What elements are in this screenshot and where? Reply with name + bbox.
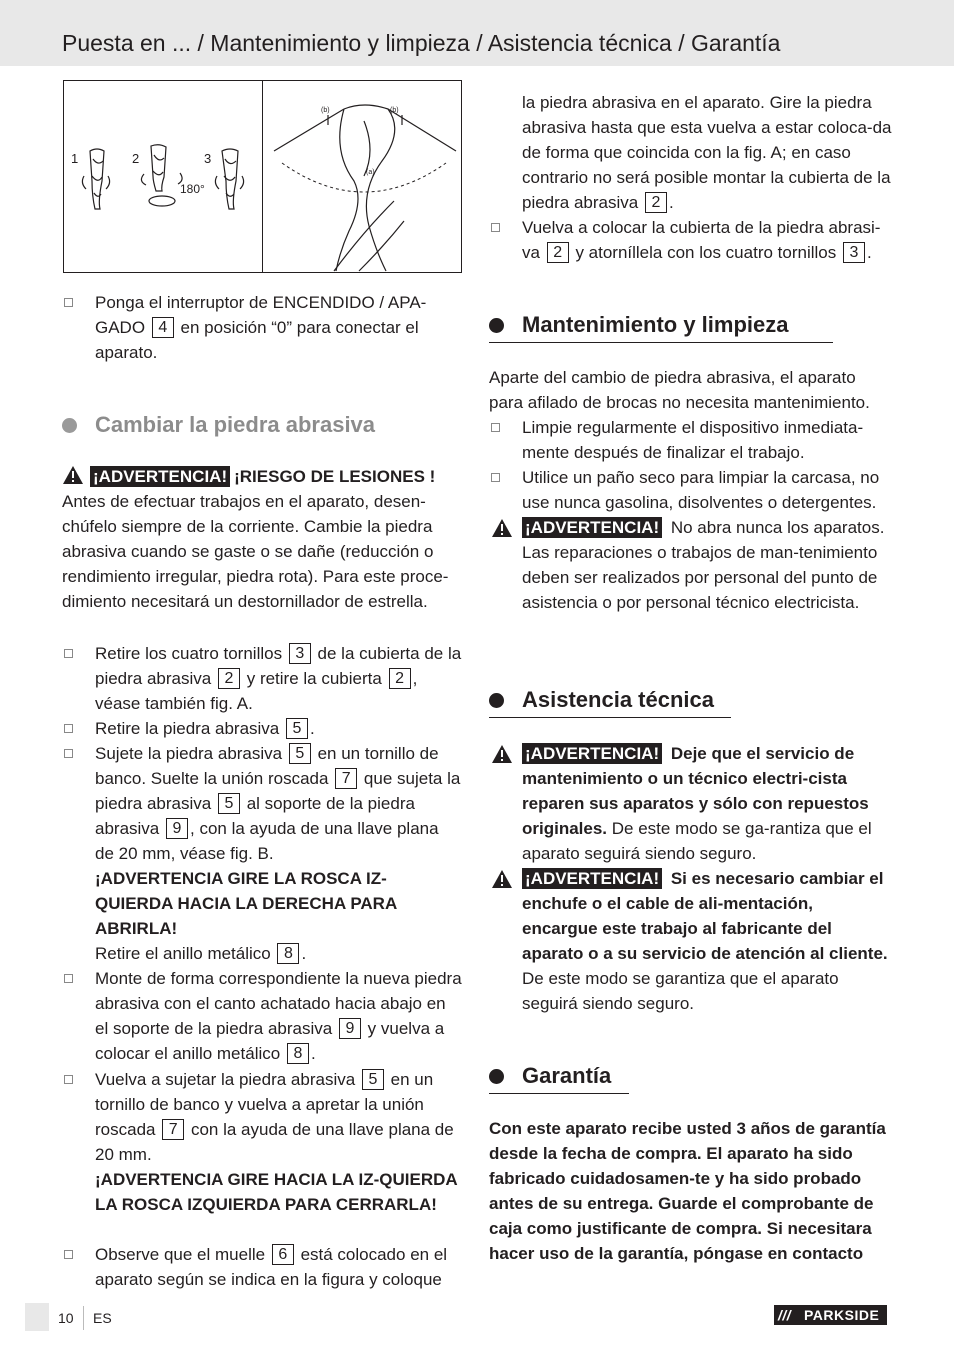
list-item-reclamp-stone: Vuelva a sujetar la piedra abrasiva 5 en un tornillo de banco y vuelva a apretar la unión roscada 7 con la ayuda de una llave plana de 20 mm.: [62, 1067, 462, 1167]
warning-close-thread: ¡ADVERTENCIA GIRE HACIA LA IZ-QUIERDA LA ROSCA IZQUIERDA PARA CERRARLA!: [95, 1170, 458, 1214]
warning-tag: ¡ADVERTENCIA!: [522, 517, 662, 538]
part-number: 4: [152, 317, 174, 338]
section-heading-warranty: Garantía: [489, 1061, 629, 1094]
list-item-remove-stone: Retire la piedra abrasiva 5 .: [62, 716, 462, 741]
ring-instruction: Retire el anillo metálico 8 .: [95, 944, 307, 963]
logo-text: PARKSIDE: [804, 1307, 880, 1323]
list-item-remove-screws: Retire los cuatro tornillos 3 de la cubierta de la piedra abrasiva 2 y retire la cubierta 2 , véase también fig. A.: [62, 641, 462, 716]
warning-open-thread: ¡ADVERTENCIA GIRE LA ROSCA IZ-QUIERDA HACIA LA DERECHA PARA ABRIRLA!: [95, 869, 397, 938]
part-number: 6: [272, 1244, 294, 1265]
checkbox-bullet-icon: [64, 1075, 73, 1084]
list-item-replace-cover: Vuelva a colocar la cubierta de la piedra abrasi-va 2 y atorníllela con los cuatro tornillos 3 .: [489, 215, 892, 265]
figure-angle: 180°: [180, 182, 205, 196]
warning-tag: ¡ADVERTENCIA!: [522, 868, 662, 889]
part-number: 5: [286, 718, 308, 739]
warning-block-maintenance: ¡ADVERTENCIA! No abra nunca los aparatos. Las reparaciones o trabajos de man-tenimiento deben ser realizados por personal del punto de asistencia o por personal técnico electricista.: [489, 515, 892, 615]
warning-tag: ¡ADVERTENCIA!: [522, 743, 662, 764]
footer-divider: [83, 1306, 84, 1330]
bullet-dot-icon: [489, 1069, 504, 1084]
warranty-text: Con este aparato recibe usted 3 años de garantía desde la fecha de compra. El aparato ha sido fabricado cuidadosamen-te y ha sido probado antes de su entrega. Guarde el comprobante de caja como justificante de compra. Si necesitara hacer uso de la garantía, póngase en contacto: [489, 1119, 886, 1263]
checkbox-bullet-icon: [64, 1250, 73, 1259]
part-number: 8: [277, 943, 299, 964]
warning-block-injury: [62, 464, 462, 614]
figure-label-b1: (b): [321, 107, 330, 114]
checkbox-bullet-icon: [491, 423, 500, 432]
parkside-logo: [774, 1305, 887, 1325]
page-number: 10: [58, 1310, 74, 1326]
bullet-dot-icon: [62, 418, 77, 433]
footer-tab: [25, 1303, 49, 1331]
checkbox-bullet-icon: [64, 649, 73, 658]
page-title: Puesta en ... / Mantenimiento y limpieza / Asistencia técnica / Garantía: [62, 30, 781, 56]
warning-triangle-icon: [491, 518, 513, 538]
continued-instruction: la piedra abrasiva en el aparato. Gire la piedra abrasiva hasta que esta vuelva a estar coloca-da de forma que coincida con la fig. A; en caso contrario no será posible montar la cubierta de la piedra abrasiva 2 .: [522, 93, 892, 212]
part-number: 9: [166, 818, 188, 839]
section-heading-service: Asistencia técnica: [489, 685, 731, 718]
list-item-switch: Ponga el interruptor de ENCENDIDO / APA-GADO 4 en posición “0” para conectar el aparato.: [62, 290, 462, 365]
figure-label-a: (a): [366, 169, 375, 176]
language-code: ES: [93, 1310, 112, 1326]
bullet-dot-icon: [489, 318, 504, 333]
figure-label-b2: (b): [390, 107, 399, 114]
checkbox-bullet-icon: [64, 974, 73, 983]
logo-mark: ///: [778, 1307, 792, 1323]
part-number: 3: [289, 643, 311, 664]
checkbox-bullet-icon: [64, 749, 73, 758]
list-item-spring: Observe que el muelle 6 está colocado en el aparato según se indica en la figura y coloque: [62, 1242, 462, 1292]
bullet-dot-icon: [489, 693, 504, 708]
warning-triangle-icon: [62, 465, 84, 485]
checkbox-bullet-icon: [491, 473, 500, 482]
warning-triangle-icon: [491, 744, 513, 764]
page-header: [0, 0, 954, 66]
list-item-clamp-stone: Sujete la piedra abrasiva 5 en un tornillo de banco. Suelte la unión roscada 7 que sujeta la piedra abrasiva 5 al soporte de la piedra abrasiva 9 , con la ayuda de una llave plana de 20 mm, véase fig. B.: [62, 741, 462, 866]
checkbox-bullet-icon: [64, 298, 73, 307]
part-number: 5: [289, 743, 311, 764]
warning-tag: ¡ADVERTENCIA!: [90, 466, 230, 487]
part-number: 9: [339, 1018, 361, 1039]
part-number: 2: [645, 192, 667, 213]
section-heading-change: Cambiar la piedra abrasiva: [62, 410, 375, 440]
figure-box: [63, 80, 462, 273]
part-number: 2: [218, 668, 240, 689]
figure-step-3: 3: [204, 151, 212, 166]
list-item-mount-stone: Monte de forma correspondiente la nueva piedra abrasiva con el canto achatado hacia abajo en el soporte de la piedra abrasiva 9 y vuelva a colocar el anillo metálico 8 .: [62, 966, 462, 1066]
warning-text: Antes de efectuar trabajos en el aparato, desen-chúfelo siempre de la corriente. Cambie la piedra abrasiva cuando se gaste o se dañe (reducción o rendimiento irregular, piedra rota). Para este proce-dimiento necesitará un destornillador de estrella.: [62, 492, 449, 611]
checkbox-bullet-icon: [64, 724, 73, 733]
part-number: 3: [843, 242, 865, 263]
part-number: 7: [162, 1119, 184, 1140]
list-item-cloth: Utilice un paño seco para limpiar la carcasa, no use nunca gasolina, disolventes o detergentes.: [489, 465, 892, 515]
part-number: 2: [389, 668, 411, 689]
warning-block-service-1: ¡ADVERTENCIA! Deje que el servicio de mantenimiento o un técnico electri-cista reparen sus aparatos y sólo con repuestos originales. De este modo se ga-rantiza que el aparato seguirá siendo seguro.: [489, 741, 892, 866]
part-number: 7: [335, 768, 357, 789]
part-number: 8: [287, 1043, 309, 1064]
part-number: 2: [547, 242, 569, 263]
checkbox-bullet-icon: [491, 223, 500, 232]
figure-step-2: 2: [132, 151, 140, 166]
warning-block-service-2: ¡ADVERTENCIA! Si es necesario cambiar el enchufe o el cable de ali-mentación, encargue este trabajo al fabricante del aparato o a su servicio de atención al cliente. De este modo se garantiza que el aparato seguirá siendo seguro.: [489, 866, 892, 1016]
section-heading-maintenance: Mantenimiento y limpieza: [489, 310, 833, 343]
figure-divider: [262, 81, 263, 272]
part-number: 5: [362, 1069, 384, 1090]
maintenance-text: Aparte del cambio de piedra abrasiva, el aparato para afilado de brocas no necesita mantenimiento.: [489, 368, 870, 412]
warning-triangle-icon: [491, 869, 513, 889]
warning-title: ¡RIESGO DE LESIONES !: [234, 467, 436, 486]
part-number: 5: [218, 793, 240, 814]
figure-step-1: 1: [71, 151, 79, 166]
list-item-clean: Limpie regularmente el dispositivo inmediata-mente después de finalizar el trabajo.: [489, 415, 892, 465]
